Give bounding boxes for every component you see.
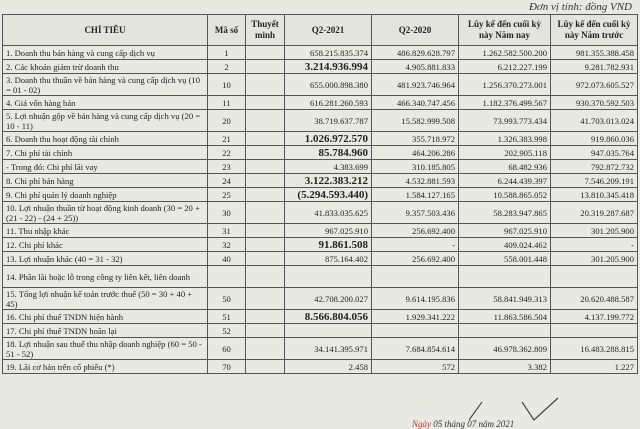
row-cum-2020: 16.483.288.815	[551, 338, 638, 360]
row-code: 30	[208, 202, 246, 224]
row-note	[246, 238, 285, 252]
row-code: 1	[208, 46, 246, 60]
row-name: 12. Chi phí khác	[3, 238, 208, 252]
header-chi-tieu: CHỈ TIÊU	[3, 15, 208, 46]
table-header-row	[3, 15, 638, 46]
row-cum-2021: 1.182.376.499.567	[459, 96, 551, 110]
row-code: 22	[208, 146, 246, 160]
row-cum-2021: 10.588.865.052	[459, 188, 551, 202]
row-q2-2020: 4.532.881.593	[372, 174, 459, 188]
row-name: 5. Lợi nhuận gộp về bán hàng và cung cấp dịch vụ (20 = 10 - 11)	[3, 110, 208, 132]
row-cum-2020: 972.073.605.527	[551, 74, 638, 96]
row-q2-2020: 4.905.881.833	[372, 60, 459, 74]
header-q2-2021: Q2-2021	[285, 15, 372, 46]
row-code: 52	[208, 324, 246, 338]
row-name: 13. Lợi nhuận khác (40 = 31 - 32)	[3, 252, 208, 266]
row-cum-2020: 1.227	[551, 360, 638, 374]
row-cum-2020: 20.319.287.687	[551, 202, 638, 224]
row-cum-2020: -	[551, 238, 638, 252]
footer-month-label: tháng	[444, 419, 466, 429]
row-code: 50	[208, 288, 246, 310]
row-cum-2021: 558.001.448	[459, 252, 551, 266]
row-note	[246, 360, 285, 374]
table-row	[3, 338, 638, 360]
date-footer	[412, 419, 514, 429]
row-note	[246, 74, 285, 96]
row-note	[246, 96, 285, 110]
table-row	[3, 188, 638, 202]
row-q2-2020: -	[372, 238, 459, 252]
row-name: - Trong đó: Chi phí lãi vay	[3, 160, 208, 174]
row-note	[246, 310, 285, 324]
row-name: 7. Chi phí tài chính	[3, 146, 208, 160]
row-name: 19. Lãi cơ bản trên cổ phiếu (*)	[3, 360, 208, 374]
row-name: 9. Chi phí quản lý doanh nghiệp	[3, 188, 208, 202]
row-name: 2. Các khoản giảm trừ doanh thu	[3, 60, 208, 74]
row-q2-2021: 42.708.200.027	[285, 288, 372, 310]
header-luy-ke-nam-nay: Lũy kế đến cuối kỳ này Năm nay	[459, 15, 551, 46]
header-q2-2020: Q2-2020	[372, 15, 459, 46]
row-q2-2021: 967.025.910	[285, 224, 372, 238]
row-cum-2020: 792.872.732	[551, 160, 638, 174]
row-q2-2021: 616.281.260.593	[285, 96, 372, 110]
row-cum-2020: 930.370.592.503	[551, 96, 638, 110]
row-name: 6. Doanh thu hoạt động tài chính	[3, 132, 208, 146]
row-q2-2020	[372, 266, 459, 288]
row-code: 2	[208, 60, 246, 74]
row-q2-2020: 481.923.746.964	[372, 74, 459, 96]
unit-label: Đơn vị tính: đồng VND	[528, 1, 632, 13]
row-cum-2020: 981.355.388.458	[551, 46, 638, 60]
table-row	[3, 288, 638, 310]
row-q2-2020: 486.829.628.797	[372, 46, 459, 60]
row-q2-2020: 1.584.127.165	[372, 188, 459, 202]
row-code: 24	[208, 174, 246, 188]
row-q2-2021: 3.122.383.212	[285, 174, 372, 188]
footer-year: 2021	[496, 419, 515, 429]
row-code: 10	[208, 74, 246, 96]
row-name: 1. Doanh thu bán hàng và cung cấp dịch vụ	[3, 46, 208, 60]
row-cum-2021: 68.482.936	[459, 160, 551, 174]
row-cum-2021: 58.841.949.313	[459, 288, 551, 310]
table-row	[3, 132, 638, 146]
row-code: 23	[208, 160, 246, 174]
row-cum-2020: 301.205.900	[551, 224, 638, 238]
row-code: 31	[208, 224, 246, 238]
table-row	[3, 160, 638, 174]
table-row	[3, 74, 638, 96]
row-cum-2020: 919.860.036	[551, 132, 638, 146]
table-row	[3, 310, 638, 324]
row-cum-2021	[459, 324, 551, 338]
row-q2-2020: 256.692.400	[372, 224, 459, 238]
row-name: 8. Chi phí bán hàng	[3, 174, 208, 188]
row-q2-2020: 9.357.503.436	[372, 202, 459, 224]
row-cum-2020: 301.205.900	[551, 252, 638, 266]
table-row	[3, 60, 638, 74]
table-row	[3, 110, 638, 132]
income-statement-table	[2, 14, 638, 374]
row-note	[246, 60, 285, 74]
row-code: 32	[208, 238, 246, 252]
row-cum-2020: 13.810.345.418	[551, 188, 638, 202]
row-code: 11	[208, 96, 246, 110]
handwritten-check-mark-icon	[520, 396, 560, 426]
row-q2-2021: 8.566.804.056	[285, 310, 372, 324]
row-name: 14. Phần lãi hoặc lỗ trong công ty liên kết, liên doanh	[3, 266, 208, 288]
row-cum-2020: 41.703.013.024	[551, 110, 638, 132]
row-q2-2020: 466.340.747.456	[372, 96, 459, 110]
row-note	[246, 266, 285, 288]
table-row	[3, 238, 638, 252]
row-q2-2020: 572	[372, 360, 459, 374]
row-note	[246, 224, 285, 238]
table-row	[3, 202, 638, 224]
footer-prefix: Ngày	[412, 419, 431, 429]
header-ma-so: Mã số	[208, 15, 246, 46]
row-note	[246, 202, 285, 224]
row-q2-2021: 34.141.395.971	[285, 338, 372, 360]
row-note	[246, 110, 285, 132]
row-code: 21	[208, 132, 246, 146]
row-q2-2021: 1.026.972.570	[285, 132, 372, 146]
row-note	[246, 174, 285, 188]
row-cum-2020	[551, 266, 638, 288]
row-cum-2021	[459, 266, 551, 288]
row-q2-2020: 310.185.805	[372, 160, 459, 174]
row-q2-2021: 2.458	[285, 360, 372, 374]
row-cum-2021: 1.326.383.998	[459, 132, 551, 146]
table-row	[3, 252, 638, 266]
row-q2-2021: 655.000.898.380	[285, 74, 372, 96]
row-name: 15. Tổng lợi nhuận kế toán trước thuế (50 = 30 + 40 + 45)	[3, 288, 208, 310]
row-q2-2020: 355.718.972	[372, 132, 459, 146]
row-code	[208, 266, 246, 288]
row-cum-2020: 4.137.199.772	[551, 310, 638, 324]
row-q2-2020: 9.614.195.836	[372, 288, 459, 310]
row-code: 25	[208, 188, 246, 202]
row-cum-2021: 46.978.362.809	[459, 338, 551, 360]
row-name: 3. Doanh thu thuần về bán hàng và cung cấp dịch vụ (10 = 01 - 02)	[3, 74, 208, 96]
row-note	[246, 160, 285, 174]
row-name: 17. Chi phí thuế TNDN hoãn lại	[3, 324, 208, 338]
row-cum-2021: 58.283.947.865	[459, 202, 551, 224]
row-cum-2021: 11.863.586.504	[459, 310, 551, 324]
header-luy-ke-nam-truoc: Lũy kế đến cuối kỳ này Năm trước	[551, 15, 638, 46]
row-q2-2021: 91.861.508	[285, 238, 372, 252]
row-q2-2021: 875.164.402	[285, 252, 372, 266]
row-q2-2020: 15.582.999.508	[372, 110, 459, 132]
row-note	[246, 288, 285, 310]
table-row	[3, 174, 638, 188]
table-row	[3, 46, 638, 60]
handwritten-stroke-icon	[466, 400, 486, 422]
table-row	[3, 324, 638, 338]
row-q2-2020: 7.684.854.614	[372, 338, 459, 360]
table-row	[3, 266, 638, 288]
row-cum-2021: 202.905.118	[459, 146, 551, 160]
row-cum-2020: 947.035.764	[551, 146, 638, 160]
row-name: 10. Lợi nhuận thuần từ hoạt động kinh doanh (30 = 20 + (21 - 22) - (24 + 25))	[3, 202, 208, 224]
row-name: 4. Giá vốn hàng bán	[3, 96, 208, 110]
footer-year-label: năm	[478, 419, 495, 429]
footer-day: 05	[433, 419, 443, 429]
row-cum-2020	[551, 324, 638, 338]
row-q2-2021	[285, 266, 372, 288]
row-code: 60	[208, 338, 246, 360]
row-note	[246, 252, 285, 266]
row-q2-2021: 3.214.936.994	[285, 60, 372, 74]
row-code: 20	[208, 110, 246, 132]
table-row	[3, 224, 638, 238]
row-q2-2021: 41.833.035.625	[285, 202, 372, 224]
row-q2-2021: 85.784.960	[285, 146, 372, 160]
row-cum-2021: 6.212.227.199	[459, 60, 551, 74]
footer-month: 07	[467, 419, 477, 429]
table-row	[3, 360, 638, 374]
row-q2-2021	[285, 324, 372, 338]
row-note	[246, 338, 285, 360]
row-cum-2021: 967.025.910	[459, 224, 551, 238]
row-name: 11. Thu nhập khác	[3, 224, 208, 238]
header-thuyet-minh: Thuyết minh	[246, 15, 285, 46]
row-cum-2021: 1.256.370.273.001	[459, 74, 551, 96]
row-cum-2021: 73.993.773.434	[459, 110, 551, 132]
row-cum-2021: 3.382	[459, 360, 551, 374]
row-q2-2020: 1.929.341.222	[372, 310, 459, 324]
row-cum-2021: 409.024.462	[459, 238, 551, 252]
row-q2-2021: 4.383.699	[285, 160, 372, 174]
row-note	[246, 132, 285, 146]
row-cum-2021: 1.262.582.500.200	[459, 46, 551, 60]
row-q2-2021: 658.215.835.374	[285, 46, 372, 60]
row-name: 16. Chi phí thuế TNDN hiện hành	[3, 310, 208, 324]
row-cum-2020: 20.620.488.587	[551, 288, 638, 310]
row-note	[246, 324, 285, 338]
row-name: 18. Lợi nhuận sau thuế thu nhập doanh nghiệp (60 = 50 - 51 - 52)	[3, 338, 208, 360]
row-q2-2020: 464.206.286	[372, 146, 459, 160]
row-q2-2021: 38.719.637.787	[285, 110, 372, 132]
row-code: 70	[208, 360, 246, 374]
row-q2-2020	[372, 324, 459, 338]
row-cum-2021: 6.244.439.397	[459, 174, 551, 188]
row-cum-2020: 7.546.209.191	[551, 174, 638, 188]
row-note	[246, 46, 285, 60]
row-note	[246, 188, 285, 202]
row-cum-2020: 9.281.782.931	[551, 60, 638, 74]
table-row	[3, 146, 638, 160]
table-row	[3, 96, 638, 110]
row-q2-2020: 256.692.400	[372, 252, 459, 266]
row-code: 40	[208, 252, 246, 266]
row-q2-2021: (5.294.593.440)	[285, 188, 372, 202]
row-note	[246, 146, 285, 160]
row-code: 51	[208, 310, 246, 324]
